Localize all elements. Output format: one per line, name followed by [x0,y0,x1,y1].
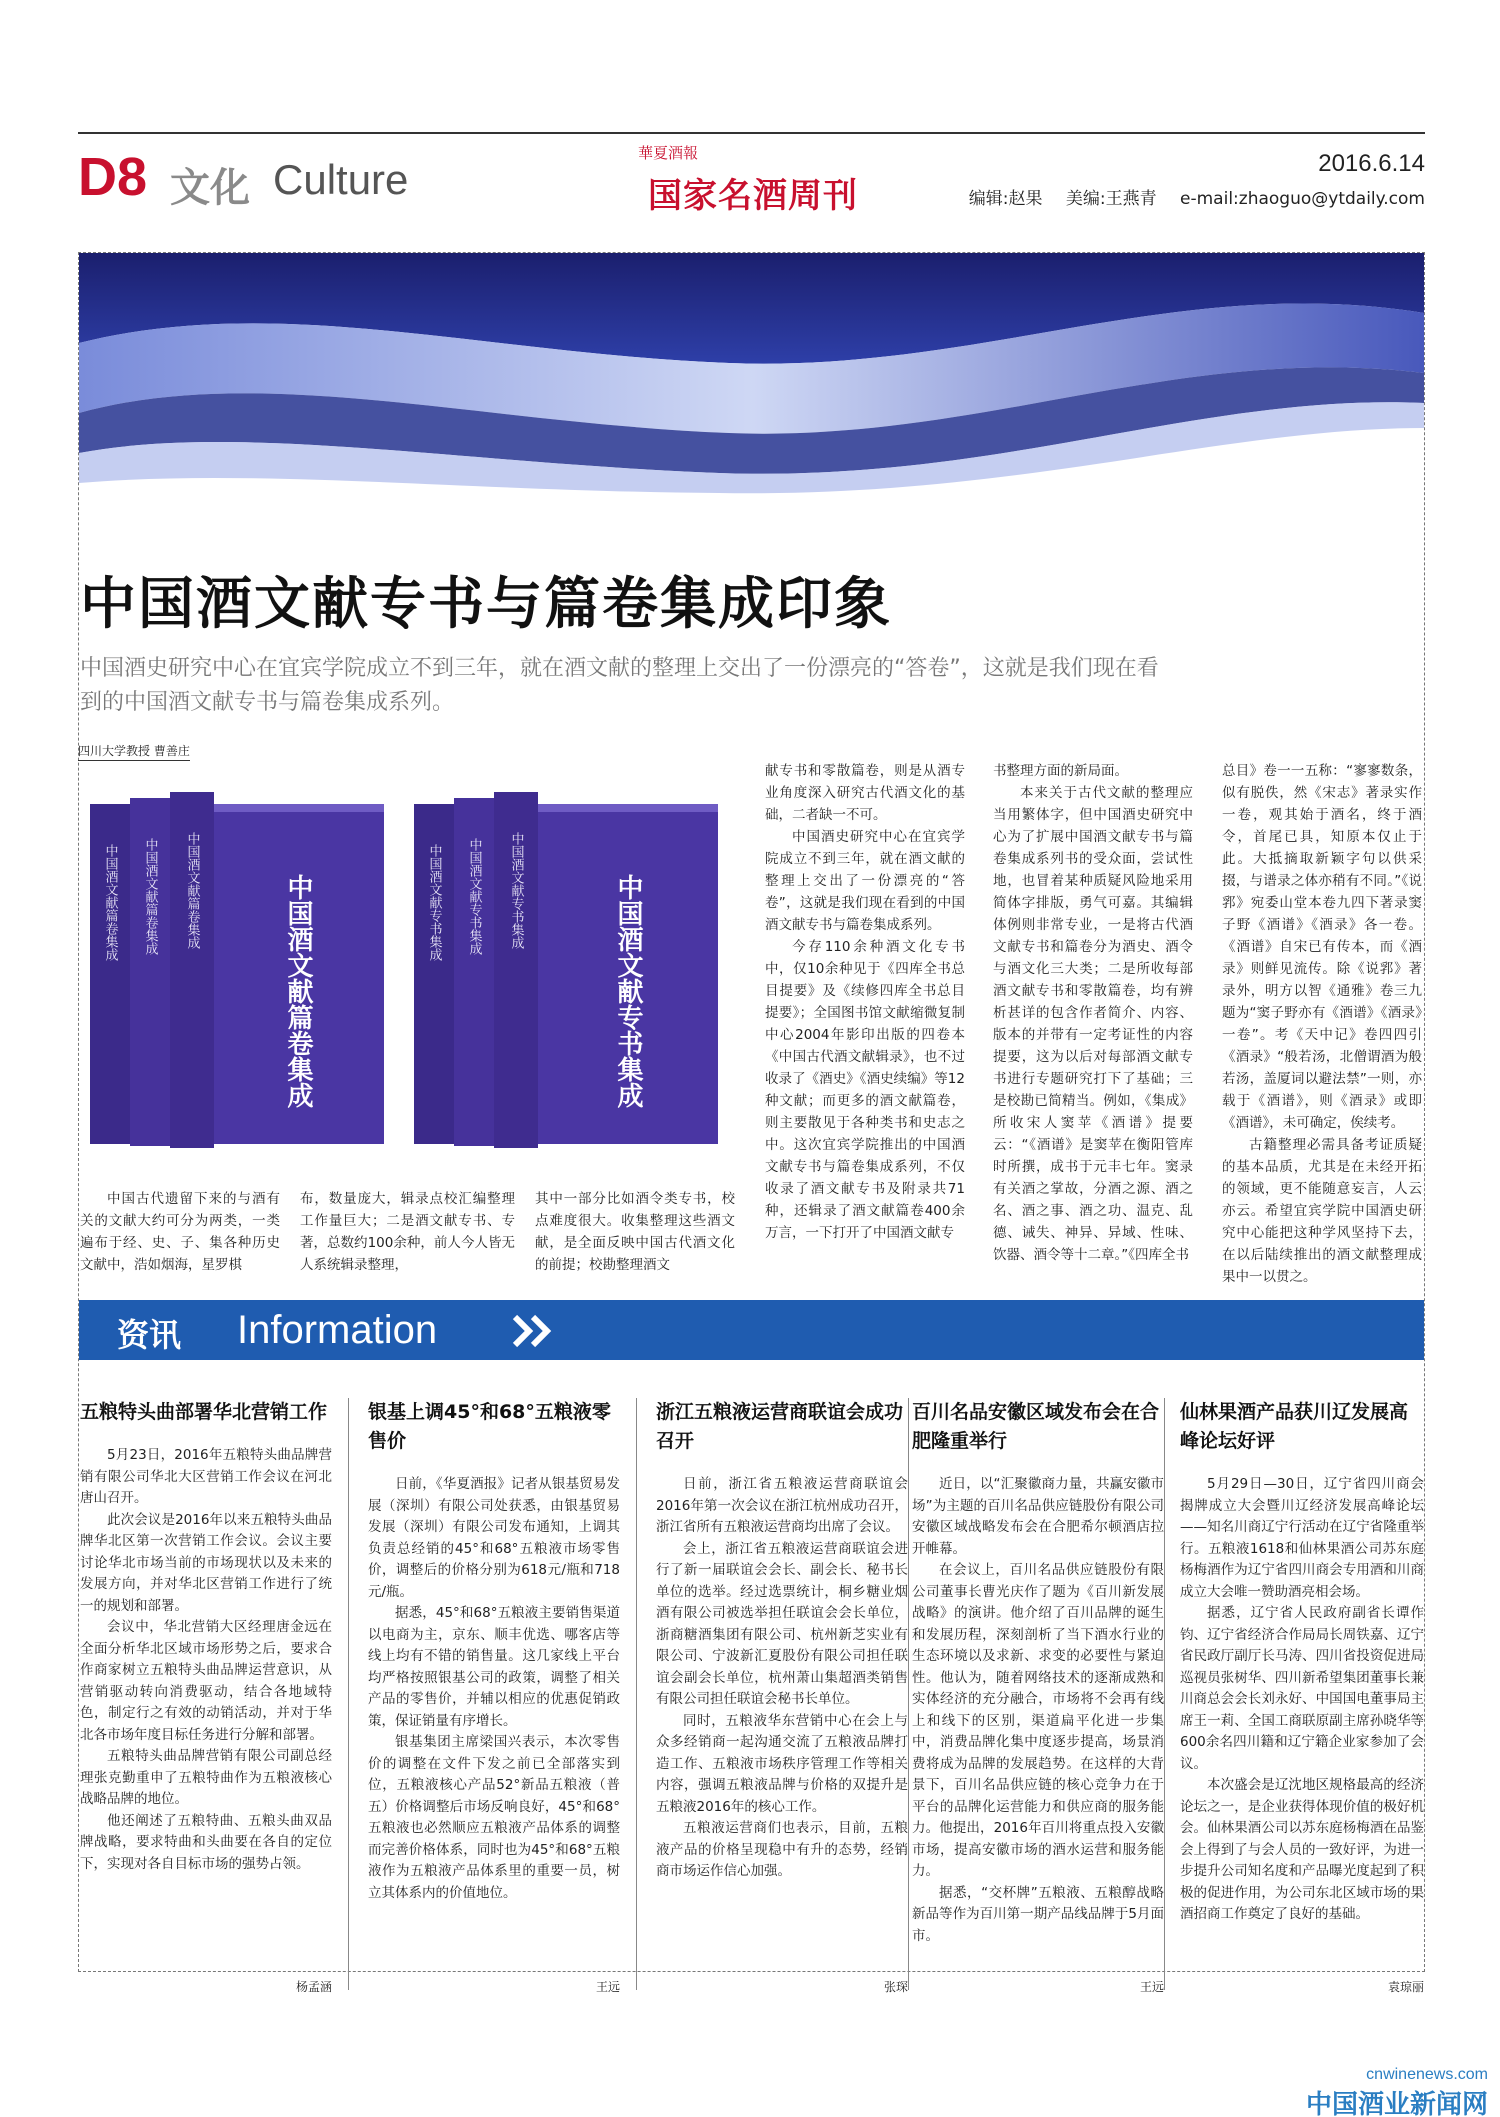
section-name-en: Culture [273,156,409,203]
news-byline: 王远 [595,1980,620,1994]
spine-label: 中国酒文献篇卷集成 [142,838,158,955]
watermark-url[interactable]: cnwinenews.com [1366,2066,1488,2083]
news-body: 5月29日—30日，辽宁省四川商会揭牌成立大会暨川辽经济发展高峰论坛——知名川商辽宁行活动在辽宁省隆重举行。五粮液1618和仙林果酒公司苏东庭杨梅酒作为辽宁省四川商会专用酒和川商成立大会唯一赞助酒亮相会场。 据悉，辽宁省人民政府副省长谭作钧、辽宁省经济合作局局长周铁嘉、辽宁省民政厅副厅长马涛、四川省投资促进局巡视员张树华、四川新希望集团董事长兼川商总会会长刘永好、中国国电董事局主席王一莉、全国工商联原副主席孙晓华等600余名四川籍和辽宁籍企业家参加了会议。 本次盛会是辽沈地区规格最高的经济论坛之一，是企业获得体现价值的极好机会。仙林果酒公司以苏东庭杨梅酒在品鉴会上得到了与会人员的一致好评，为进一步提升公司知名度和产品曝光度起到了积极的促进作用，为公司东北区域市场的果酒招商工作奠定了良好的基础。 [1180,1476,1424,1922]
news-headline[interactable]: 百川名品安徽区域发布会在合肥隆重举行 [912,1401,1160,1452]
news-article-2 [368,1398,620,2014]
spine-label: 中国酒文献专书集成 [426,844,442,961]
column-divider [1164,1398,1165,1990]
masthead-title: 国家名酒周刊 [648,176,858,216]
news-byline: 杨孟涵 [295,1980,332,1994]
news-byline: 袁琼丽 [1387,1980,1424,1994]
feature-title: 中国酒文献专书与篇卷集成印象 [80,571,892,637]
masthead-logo: 華夏酒報 [638,144,699,162]
editor-credit: 编辑:赵果 [968,189,1043,209]
spine-label: 中国酒文献篇卷集成 [184,832,200,949]
header-rule [78,132,1425,134]
news-body: 日前，浙江省五粮液运营商联谊会2016年第一次会议在浙江杭州成功召开，浙江省所有五粮液运营商均出席了会议。 会上，浙江省五粮液运营商联谊会进行了新一届联谊会会长、副会长、秘书长单位的选举。经过选票统计，桐乡糖业烟酒有限公司被选举担任联谊会会长单位，浙商糖酒集团有限公司、杭州新芝实业有限公司、宁波新汇夏股份有限公司担任联谊会副会长单位，杭州萧山集超酒类销售有限公司担任联谊会秘书长单位。 同时，五粮液华东营销中心在会上与众多经销商一起沟通交流了五粮液品牌打造工作、五粮液市场秩序管理工作等相关内容，强调五粮液品牌与价格的双提升是五粮液2016年的核心工作。 五粮液运营商们也表示，目前，五粮液产品的价格呈现稳中有升的态势，经销商市场运作信心加强。 [656,1476,908,1879]
news-article-5 [1180,1398,1424,2014]
news-headline[interactable]: 银基上调45°和68°五粮液零售价 [368,1401,611,1452]
news-headline[interactable]: 五粮特头曲部署华北营销工作 [80,1401,328,1423]
column-divider [348,1398,349,1990]
spine-label: 中国酒文献篇卷集成 [102,844,118,961]
news-article-1 [80,1398,332,1994]
site-watermark [1268,2066,1488,2117]
section-name-cn: 文化 [170,165,250,211]
double-chevron-icon [509,1314,569,1348]
email-credit[interactable]: e-mail:zhaoguo@ytdaily.com [1180,189,1425,209]
feature-column-3: 其中一部分比如酒令类专书，校点难度很大。收集整理这些酒文献，是全面反映中国古代酒文化的前提；校勘整理酒文 [535,1191,735,1273]
news-article-3 [656,1398,908,2014]
news-body: 5月23日，2016年五粮特头曲品牌营销有限公司华北大区营销工作会议在河北唐山召开。 此次会议是2016年以来五粮特头曲品牌华北区第一次营销工作会议。会议主要讨论华北市场当前的市场现状以及未来的发展方向，并对华北区营销工作进行了统一的规划和部署。 会议中，华北营销大区经理唐金远在全面分析华北区域市场形势之后，要求合作商家树立五粮特头曲品牌运营意识，从营销驱动转向消费驱动，结合各地域特色，制定行之有效的动销活动，并对于华北各市场年度目标任务进行分解和部署。 五粮特头曲品牌营销有限公司副总经理张克勤重申了五粮特曲作为五粮液核心战略品牌的地位。 他还阐述了五粮特曲、五粮头曲双品牌战略，要求特曲和头曲要在各自的定位下，实现对各自目标市场的强势占领。 [80,1447,332,1872]
book-cover-title-left: 中国酒文献篇卷集成 [283,874,313,1108]
watermark-name: 中国酒业新闻网 [1305,2090,1488,2117]
news-byline: 王远 [1139,1980,1164,1994]
feature-author: 四川大学教授 曹善庄 [78,742,190,761]
page-header [78,138,1425,216]
spine-label: 中国酒文献专书集成 [466,838,482,955]
book-set-image [80,764,736,1184]
news-headline[interactable]: 仙林果酒产品获川辽发展高峰论坛好评 [1180,1401,1409,1452]
left-book-spines [90,792,384,1148]
column-divider [636,1398,637,1990]
news-body: 近日，以“汇聚徽商力量，共赢安徽市场”为主题的百川名品供应链股份有限公司安徽区域战略发布会在合肥希尔顿酒店拉开帷幕。 在会议上，百川名品供应链股份有限公司董事长曹光庆作了题为《百川新发展战略》的演讲。他介绍了百川品牌的诞生和发展历程，深刻剖析了当下酒水行业的生态环境以及求新、求变的必要性与紧迫性。他认为，随着网络技术的逐渐成熟和实体经济的充分融合，市场将不会再有线上和线下的区别，渠道扁平化进一步集中，消费品牌化集中度逐步提高，场景消费将成为品牌的发展趋势。在这样的大背景下，百川名品供应链的核心竞争力在于平台的品牌化运营能力和供应商的服务能力。他提出，2016年百川将重点投入安徽市场，提高安徽市场的酒水运营和服务能力。 据悉，“交杯牌”五粮液、五粮醇战略新品等作为百川第一期产品线品牌于5月面市。 [912,1476,1164,1944]
column-divider [908,1398,909,1990]
feature-column-4: 献专书和零散篇卷，则是从酒专业角度深入研究古代酒文化的基础，二者缺一不可。 中国酒史研究中心在宜宾学院成立不到三年，就在酒文献的整理上交出了一份漂亮的“答卷”，这就是我们现在看到的中国酒文献专书与篇卷集成系列。 今存110余种酒文化专书中，仅10余种见于《四库全书总目提要》及《续修四库全书总目提要》；全国图书馆文献缩微复制中心2004年影印出版的四卷本《中国古代酒文献辑录》，也不过收录了《酒史》《酒史续编》等12种文献；而更多的酒文献篇卷，则主要散见于各种类书和史志之中。这次宜宾学院推出的中国酒文献专书与篇卷集成系列，不仅收录了酒文献专书及附录共71种，还辑录了酒文献篇卷400余万言，一下打开了中国酒文献专 [765,763,965,1241]
page-number: D8 [78,147,148,207]
news-headline[interactable]: 浙江五粮液运营商联谊会成功召开 [656,1401,904,1452]
news-article-4 [912,1398,1164,2014]
issue-date: 2016.6.14 [1318,150,1425,177]
wave-banner [79,253,1424,501]
feature-column-1: 中国古代遗留下来的与酒有关的文献大约可分为两类，一类遍布于经、史、子、集各种历史文献中，浩如烟海，星罗棋 [80,1191,280,1273]
feature-column-6: 总目》卷一一五称：“寥寥数条，似有脱佚，然《宋志》著录实作一卷，观其始于酒名，终于酒令，首尾已具，知原本仅止于此。大抵摘取新颖字句以供采掇，与谱录之体亦稍有不同。”《说郛》宛委山堂本卷九四下著录窦子野《酒谱》《酒录》各一卷。《酒谱》自宋已有传本，而《酒录》则鲜见流传。除《说郛》著录外，明方以智《通雅》卷三九题为“窦子野亦有《酒谱》《酒录》一卷”。考《天中记》卷四四引《酒录》“般若汤，北僧谓酒为般若汤，盖厦词以避法禁”一则，亦载于《酒谱》，则《酒录》或即《酒谱》，未可确定，俟续考。 古籍整理必需具备考证质疑的基本品质，尤其是在未经开拓的领域，更不能随意妄言，人云亦云。希望宜宾学院中国酒史研究中心能把这种学风坚持下去，在以后陆续推出的酒文献整理成果中一以贯之。 [1222,763,1422,1285]
news-byline: 张琛 [883,1980,908,1994]
news-body: 日前，《华夏酒报》记者从银基贸易发展（深圳）有限公司处获悉，由银基贸易发展（深圳）有限公司发布通知，上调其负责总经销的45°和68°五粮液市场零售价，调整后的价格分别为618元/瓶和718元/瓶。 据悉，45°和68°五粮液主要销售渠道以电商为主，京东、顺丰优选、哪客店等线上均有不错的销售量。这几家线上平台均严格按照银基公司的政策，调整了相关产品的零售价，并辅以相应的优惠促销政策，保证销量有序增长。 银基集团主席梁国兴表示，本次零售价的调整在文件下发之前已全部落实到位，五粮液核心产品52°新品五粮液（普五）价格调整后市场反响良好，45°和68°五粮液也必然顺应五粮液产品体系的调整而完善价格体系，同时也为45°和68°五粮液作为五粮液产品体系里的重要一员，树立其体系内的价值地位。 [368,1476,620,1901]
info-label-cn: 资讯 [117,1316,182,1354]
feature-column-2: 布，数量庞大，辑录点校汇编整理工作量巨大；二是酒文献专书、专著，总数约100余种，前人今人皆无人系统辑录整理， [300,1191,515,1273]
info-label-en: Information [237,1308,438,1352]
book-cover-title-right: 中国酒文献专书集成 [613,874,643,1108]
spine-label: 中国酒文献专书集成 [508,832,524,949]
right-book-spines [414,792,718,1148]
feature-subtitle: 中国酒史研究中心在宜宾学院成立不到三年，就在酒文献的整理上交出了一份漂亮的“答卷”，这就是我们现在看到的中国酒文献专书与篇卷集成系列。 [80,656,1159,715]
feature-column-5: 书整理方面的新局面。 本来关于古代文献的整理应当用繁体字，但中国酒史研究中心为了扩展中国酒文献专书与篇卷集成系列书的受众面，尝试性地，也冒着某种质疑风险地采用简体字排版，勇气可嘉。其编辑体例则非常专业，一是将古代酒文献专书和篇卷分为酒史、酒令与酒文化三大类；二是所收每部酒文献专书和零散篇卷，均有辨析甚详的包含作者简介、内容、版本的并带有一定考证性的内容提要，这为以后对每部酒文献专书进行专题研究打下了基础；三是校勘已简精当。例如，《集成》所收宋人窦苹《酒谱》提要云：“《酒谱》是窦苹在衡阳管库时所撰，成书于元丰七年。窦录有关酒之掌故，分酒之源、酒之名、酒之事、酒之功、温克、乱德、诫失、神异、异域、性味、饮器、酒令等十二章。”《四库全书 [993,763,1193,1263]
info-section-bar [79,1300,1424,1360]
designer-credit: 美编:王燕青 [1065,189,1157,209]
credits [951,184,1425,209]
